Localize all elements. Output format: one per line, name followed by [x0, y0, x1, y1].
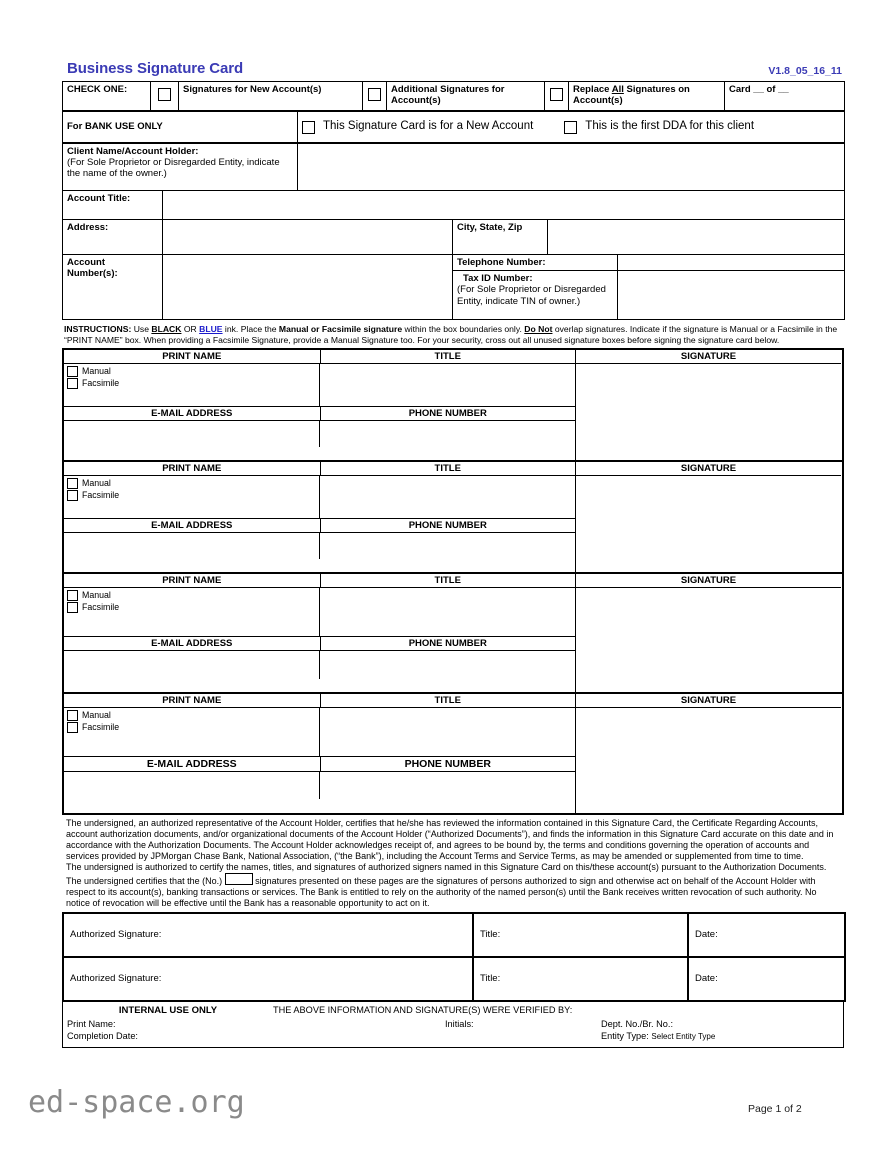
authorized-signature-cell-2[interactable]: [63, 957, 473, 1001]
account-numbers-label: Account Number(s):: [63, 255, 163, 320]
number-of-signatures-field[interactable]: [225, 873, 253, 885]
signature-right-column: [576, 694, 841, 813]
legal-text: [62, 815, 844, 911]
header-email: E-MAIL ADDRESS: [64, 518, 321, 533]
authorized-signature-cell-1[interactable]: [63, 913, 473, 957]
phone-field-1[interactable]: [320, 421, 575, 447]
city-state-zip-field[interactable]: [548, 220, 845, 255]
header-phone: PHONE NUMBER: [321, 756, 576, 772]
table-row: [63, 220, 845, 255]
internal-use-heading: INTERNAL USE ONLY: [118, 1004, 218, 1016]
account-title-field[interactable]: [163, 191, 845, 220]
header-print-name: PRINT NAME: [64, 694, 321, 708]
page-title: Business Signature Card: [67, 60, 244, 77]
tax-id-note: (For Sole Proprietor or Disregarded Entity, indicate TIN of owner.): [457, 284, 606, 307]
signature-block-1: [62, 348, 844, 460]
table-row: [63, 112, 845, 143]
internal-use-section: [62, 1002, 844, 1048]
header-email: E-MAIL ADDRESS: [64, 636, 321, 651]
telephone-field[interactable]: [618, 255, 845, 271]
entity-type-label: Entity Type:: [601, 1030, 649, 1041]
signature-field-1[interactable]: [576, 364, 841, 460]
checkbox-icon[interactable]: [67, 378, 78, 389]
print-name-field-1[interactable]: [64, 364, 320, 406]
table-row: [63, 191, 845, 220]
signature-left-column: [64, 350, 576, 460]
signature-left-column: [64, 462, 576, 572]
completion-date-row[interactable]: [67, 1031, 138, 1041]
checkbox-icon[interactable]: [67, 590, 78, 601]
dept-label: Dept. No./Br. No.:: [601, 1018, 673, 1029]
checkbox-first-dda-label: This is the first DDA for this client: [585, 120, 755, 133]
email-field-2[interactable]: [64, 533, 320, 559]
client-name-label: Client Name/Account Holder:: [67, 146, 199, 157]
address-field[interactable]: [163, 220, 453, 255]
signature-left-column: [64, 574, 576, 692]
title-label: Title:: [480, 973, 501, 985]
phone-field-3[interactable]: [320, 651, 575, 679]
title-field-1[interactable]: [320, 364, 575, 406]
instructions-seg2: OR: [181, 324, 200, 335]
verified-by-label: THE ABOVE INFORMATION AND SIGNATURE(S) WERE VERIFIED BY:: [273, 1004, 573, 1015]
phone-field-2[interactable]: [320, 533, 575, 559]
authorization-table: [62, 912, 846, 1002]
date-label: Date:: [695, 973, 718, 985]
authorized-title-cell-1[interactable]: [473, 913, 688, 957]
header-print-name: PRINT NAME: [64, 574, 321, 588]
instructions-blue: BLUE: [199, 324, 223, 335]
instructions-seg1: Use: [131, 324, 152, 335]
checkbox-icon[interactable]: [67, 366, 78, 377]
check-one-label: CHECK ONE:: [63, 82, 151, 111]
checkbox-replace-all[interactable]: [545, 82, 569, 111]
manual-option-4[interactable]: [67, 710, 319, 721]
checkbox-new-account-row[interactable]: [302, 120, 533, 134]
signature-block-3: [62, 572, 844, 692]
facsimile-option-1[interactable]: [67, 378, 319, 389]
signature-field-3[interactable]: [576, 588, 841, 692]
header-title: TITLE: [321, 574, 576, 588]
client-name-field[interactable]: [298, 144, 845, 191]
legal-paragraph-2: [66, 862, 840, 909]
check-one-option-2-label: Replace All Signatures on Account(s): [569, 82, 725, 111]
account-title-label: Account Title:: [63, 191, 163, 220]
page-number: Page 1 of 2: [748, 1103, 802, 1115]
manual-label: Manual: [82, 366, 111, 377]
authorized-title-cell-2[interactable]: [473, 957, 688, 1001]
checkbox-icon[interactable]: [564, 121, 577, 134]
email-field-1[interactable]: [64, 421, 320, 447]
facsimile-label: Facsimile: [82, 602, 120, 613]
checkbox-icon[interactable]: [67, 710, 78, 721]
manual-label: Manual: [82, 710, 111, 721]
facsimile-option-2[interactable]: [67, 490, 319, 501]
signature-right-column: [576, 462, 841, 572]
table-row: [63, 913, 845, 957]
signature-field-2[interactable]: [576, 476, 841, 572]
checkbox-icon[interactable]: [67, 490, 78, 501]
header-phone: PHONE NUMBER: [321, 636, 576, 651]
authorized-date-cell-1[interactable]: [688, 913, 845, 957]
signature-right-column: [576, 574, 841, 692]
checkbox-new-account-label: This Signature Card is for a New Account: [323, 120, 534, 133]
table-row: [63, 144, 845, 191]
title-field-4[interactable]: [320, 708, 575, 756]
signature-block-4: [62, 692, 844, 815]
header-email: E-MAIL ADDRESS: [64, 406, 321, 421]
signature-right-column: [576, 350, 841, 460]
authorized-date-cell-2[interactable]: [688, 957, 845, 1001]
bank-use-table: [62, 111, 845, 143]
entity-type-value[interactable]: Select Entity Type: [651, 1031, 716, 1041]
instructions-paragraph: [62, 320, 844, 348]
header-phone: PHONE NUMBER: [321, 518, 576, 533]
email-field-4[interactable]: [64, 772, 320, 799]
date-label: Date:: [695, 929, 718, 941]
client-name-label-cell: [63, 144, 298, 191]
email-field-3[interactable]: [64, 651, 320, 679]
initials-row[interactable]: [445, 1019, 474, 1029]
bank-use-checkbox-group: [298, 112, 845, 143]
check-one-option-1-label: Additional Signatures for Account(s): [387, 82, 545, 111]
facsimile-label: Facsimile: [82, 378, 120, 389]
print-name-field-3[interactable]: [64, 588, 320, 636]
tax-id-label-cell: [453, 271, 618, 320]
header-signature: SIGNATURE: [576, 694, 841, 708]
print-name-label: Print Name:: [67, 1018, 116, 1029]
form-sheet: [62, 60, 844, 1048]
address-label: Address:: [63, 220, 163, 255]
header-email: E-MAIL ADDRESS: [64, 756, 321, 772]
signature-block-2: [62, 460, 844, 572]
check-one-option-0-label: Signatures for New Account(s): [179, 82, 363, 111]
authorized-signature-label: Authorized Signature:: [70, 973, 162, 985]
client-name-note: (For Sole Proprietor or Disregarded Entity, indicate the name of the owner.): [67, 157, 280, 180]
signature-field-4[interactable]: [576, 708, 841, 813]
entity-type-row[interactable]: [601, 1031, 715, 1041]
header-signature: SIGNATURE: [576, 350, 841, 364]
facsimile-option-4[interactable]: [67, 722, 319, 733]
instructions-black: BLACK: [151, 324, 182, 335]
checkbox-icon[interactable]: [67, 602, 78, 613]
checkbox-icon[interactable]: [158, 88, 171, 101]
header-signature: SIGNATURE: [576, 462, 841, 476]
checkbox-icon[interactable]: [368, 88, 381, 101]
checkbox-icon[interactable]: [67, 722, 78, 733]
print-name-row[interactable]: [67, 1019, 116, 1029]
manual-option-1[interactable]: [67, 366, 319, 377]
facsimile-label: Facsimile: [82, 722, 120, 733]
title-field-3[interactable]: [320, 588, 575, 636]
header-print-name: PRINT NAME: [64, 350, 321, 364]
initials-label: Initials:: [445, 1018, 474, 1029]
table-row: [63, 957, 845, 1001]
manual-label: Manual: [82, 478, 111, 489]
instructions-bold2: Do Not: [524, 324, 553, 335]
document-header: [62, 60, 844, 81]
checkbox-icon[interactable]: [550, 88, 563, 101]
account-numbers-field[interactable]: [163, 255, 453, 320]
checkbox-icon[interactable]: [302, 121, 315, 134]
checkbox-first-dda-row[interactable]: [564, 120, 754, 134]
completion-date-label: Completion Date:: [67, 1030, 138, 1041]
legal-paragraph-2a: The undersigned is authorized to certify the names, titles, and signatures of authorized signers named in this Signature Card on this/these account(s) pursuant to the Authorization Documents. The undersigned certifies that the (No.): [66, 862, 827, 887]
telephone-label: Telephone Number:: [453, 255, 618, 271]
phone-field-4[interactable]: [320, 772, 575, 799]
header-signature: SIGNATURE: [576, 574, 841, 588]
tax-id-field[interactable]: [618, 271, 845, 320]
signature-left-column: [64, 694, 576, 813]
legal-paragraph-1: The undersigned, an authorized representative of the Account Holder, certifies that he/she has reviewed the information contained in this Signature Card, the Certificate Regarding Accounts, account authorization documents, and/or organizational documents of the Account Holder (“Authorized Documents”), and finds the information in this Signature Card accurate on this date and in accordance with the Authorization Documents. The Account Holder acknowledges receipt of, and agrees to be bound by, the terms and conditions governing the operation of accounts and services provided by JPMorgan Chase Bank, National Association, (“the Bank”), including the Account Terms and Service Terms, as may be amended or supplemented from time to time.: [66, 818, 834, 862]
manual-label: Manual: [82, 590, 111, 601]
instructions-seg4: within the box boundaries only.: [402, 324, 525, 335]
check-one-table: [62, 81, 845, 111]
instructions-bold1: Manual or Facsimile signature: [278, 324, 403, 335]
authorized-signature-label: Authorized Signature:: [70, 929, 162, 941]
header-title: TITLE: [321, 350, 576, 364]
instructions-seg3: ink. Place the: [222, 324, 279, 335]
signature-blocks: [62, 348, 844, 815]
header-phone: PHONE NUMBER: [321, 406, 576, 421]
manual-option-3[interactable]: [67, 590, 319, 601]
instructions-prefix: INSTRUCTIONS:: [64, 324, 132, 335]
header-title: TITLE: [321, 462, 576, 476]
facsimile-option-3[interactable]: [67, 602, 319, 613]
checkbox-icon[interactable]: [67, 478, 78, 489]
legal-paragraph-2b: signatures presented on these pages are the signatures of persons authorized to sign and otherwise act on behalf of the Account Holder with respect to its account(s), banking transactions or services. The Bank is entitled to rely on the authority of the named person(s) until the Bank receives written revocation of such authority. No notice of revocation will be effective until the Bank has a reasonable opportunity to act on it.: [66, 876, 817, 908]
card-of-label: Card __ of __: [725, 82, 845, 111]
header-title: TITLE: [321, 694, 576, 708]
print-name-field-4[interactable]: [64, 708, 320, 756]
city-state-zip-label: City, State, Zip: [453, 220, 548, 255]
version-label: V1.8_05_16_11: [768, 65, 842, 77]
account-info-table: [62, 143, 845, 320]
table-row: [63, 255, 845, 271]
instructions-seg5: overlap signatures. Indicate if the signature is Manual or a Facsimile in the “PRINT NAME” box. When providing a Facsimile Signature, provide a Manual Signature too. For your security, cross out all unused signature boxes before signing the signature card below.: [64, 324, 838, 345]
bank-use-heading: For BANK USE ONLY: [63, 112, 298, 143]
dept-row[interactable]: [601, 1019, 673, 1029]
table-row: [63, 82, 845, 111]
title-field-2[interactable]: [320, 476, 575, 518]
checkbox-new-accounts[interactable]: [151, 82, 179, 111]
manual-option-2[interactable]: [67, 478, 319, 489]
watermark: ed-space.org: [28, 1085, 245, 1120]
tax-id-label: Tax ID Number:: [463, 273, 533, 285]
header-print-name: PRINT NAME: [64, 462, 321, 476]
facsimile-label: Facsimile: [82, 490, 120, 501]
checkbox-additional-signatures[interactable]: [363, 82, 387, 111]
print-name-field-2[interactable]: [64, 476, 320, 518]
title-label: Title:: [480, 929, 501, 941]
